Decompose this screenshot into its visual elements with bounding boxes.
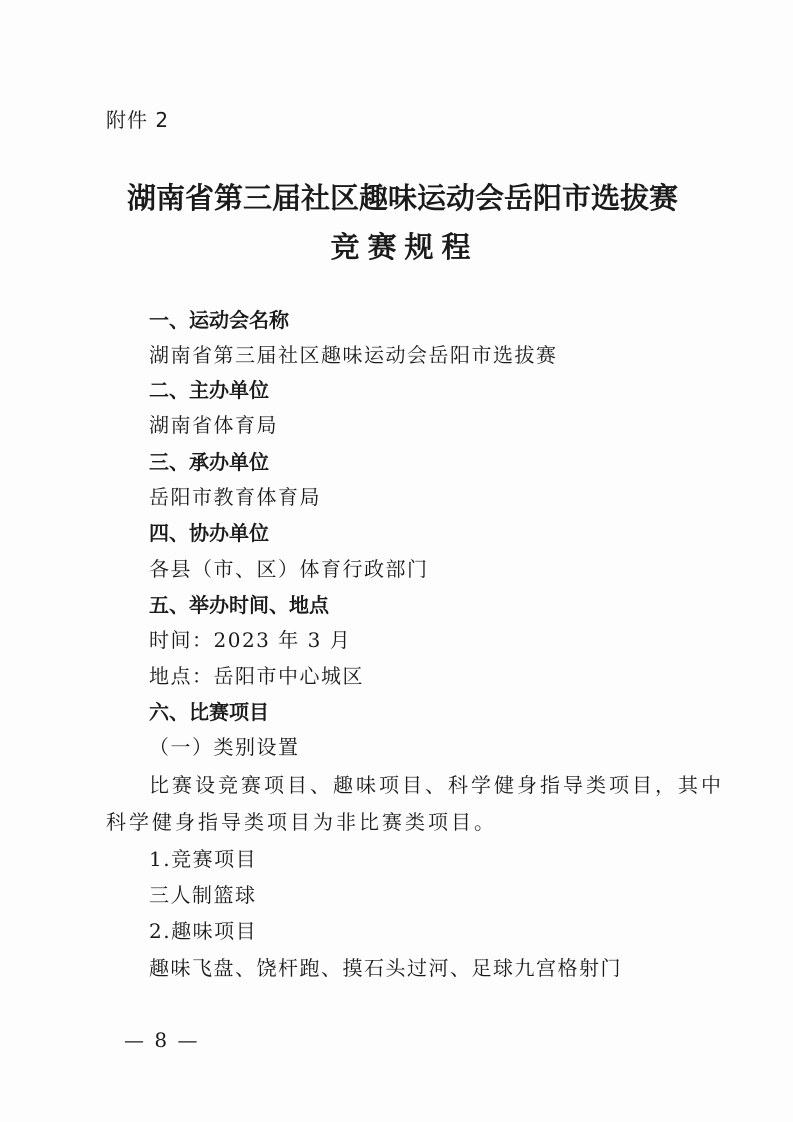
section-place: 地点：岳阳市中心城区 [149,664,364,688]
attachment-label: 附件 2 [106,108,170,132]
section-time: 时间：2023 年 3 月 [149,628,352,652]
section-heading-6: 六、比赛项目 [149,700,269,724]
section-body-1: 湖南省第三届社区趣味运动会岳阳市选拔赛 [149,343,558,367]
section-heading-1: 一、运动会名称 [149,308,289,332]
section-body-3: 岳阳市教育体育局 [149,485,321,509]
section-body-4: 各县（市、区）体育行政部门 [149,557,429,581]
paragraph-line-2: 科学健身指导类项目为非比赛类项目。 [106,810,497,834]
item-title-1: 1.竞赛项目 [149,847,258,871]
page-number: — 8 — [124,1028,200,1052]
section-body-2: 湖南省体育局 [149,413,278,437]
item-body-1: 三人制篮球 [149,883,257,907]
paragraph-line-1: 比赛设竞赛项目、趣味项目、科学健身指导类项目，其中 [149,773,724,797]
section-heading-3: 三、承办单位 [149,450,269,474]
section-heading-4: 四、协办单位 [149,521,269,545]
document-title: 湖南省第三届社区趣味运动会岳阳市选拔赛 [126,181,678,215]
item-body-2: 趣味飞盘、饶杆跑、摸石头过河、足球九宫格射门 [149,956,622,980]
item-title-2: 2.趣味项目 [149,919,258,943]
section-heading-5: 五、举办时间、地点 [149,593,329,617]
section-heading-2: 二、主办单位 [149,378,269,402]
document-subtitle: 竞赛规程 [330,230,479,264]
subsection-heading: （一）类别设置 [149,735,300,759]
